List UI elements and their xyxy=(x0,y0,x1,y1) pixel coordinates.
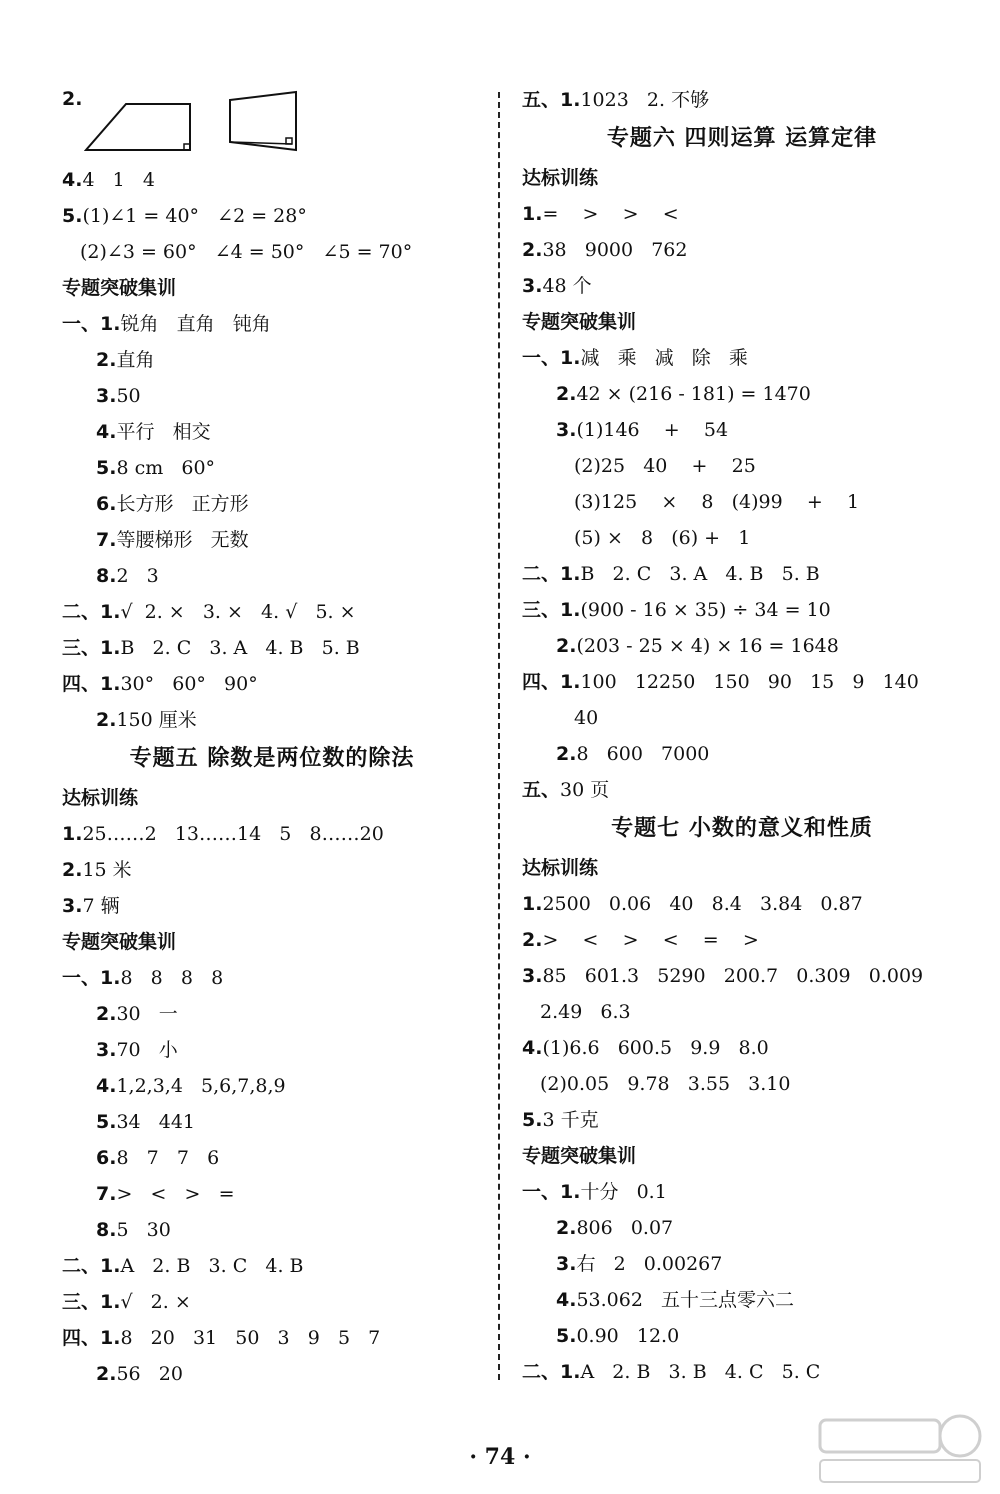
answer-text: = > > < xyxy=(542,203,679,225)
question-number: 6. xyxy=(96,493,117,515)
trapezoid-figure xyxy=(226,90,300,154)
answer-line xyxy=(522,958,962,994)
question-number: 2. xyxy=(96,709,117,731)
answer-text: (1)146 + 54 xyxy=(576,419,729,441)
answer-text: 十分 0.1 xyxy=(580,1181,667,1203)
answer-line xyxy=(62,1320,482,1356)
question-number: 四、1. xyxy=(522,671,581,693)
subsection-heading xyxy=(62,270,482,306)
answer-text: 达标训练 xyxy=(62,787,139,809)
answer-text: 达标训练 xyxy=(522,857,599,879)
answer-text: (203 - 25 × 4) × 16 = 1648 xyxy=(576,635,839,657)
answer-text: 40 xyxy=(574,707,599,729)
answer-text: A 2. B 3. C 4. B xyxy=(120,1255,304,1277)
answer-line xyxy=(62,162,482,198)
answer-text: 0.90 12.0 xyxy=(576,1325,680,1347)
answer-text: 直角 xyxy=(116,349,155,371)
subsection-heading xyxy=(522,304,962,340)
answer-line xyxy=(62,888,482,924)
answer-line xyxy=(522,1282,962,1318)
answer-text: 锐角 直角 钝角 xyxy=(120,313,271,335)
answer-text: 25……2 13……14 5 8……20 xyxy=(82,823,384,845)
question-number: 2. xyxy=(522,929,543,951)
answer-line xyxy=(522,1318,962,1354)
answer-line xyxy=(62,1140,482,1176)
answer-text: 56 20 xyxy=(116,1363,183,1385)
answer-text: 806 0.07 xyxy=(576,1217,674,1239)
answer-line xyxy=(522,448,962,484)
answer-text: 70 小 xyxy=(116,1039,178,1061)
question-number: 3. xyxy=(96,385,117,407)
answer-text: (2)0.05 9.78 3.55 3.10 xyxy=(540,1073,791,1095)
question-number: 三、1. xyxy=(522,599,581,621)
answer-text: 30 页 xyxy=(560,779,610,801)
question-number: 1. xyxy=(522,893,543,915)
answer-line xyxy=(522,922,962,958)
answer-line xyxy=(62,666,482,702)
answer-text: 100 12250 150 90 15 9 140 xyxy=(580,671,919,693)
watermark-logo xyxy=(810,1408,990,1488)
question-number: 二、1. xyxy=(522,1361,581,1383)
answer-text: 专题突破集训 xyxy=(522,311,637,333)
answer-line xyxy=(522,700,962,736)
answer-text: 右 2 0.00267 xyxy=(576,1253,723,1275)
question-number: 二、1. xyxy=(62,601,121,623)
answer-line xyxy=(62,306,482,342)
question-number: 二、1. xyxy=(62,1255,121,1277)
answer-text: 1023 2. 不够 xyxy=(580,89,710,111)
answer-line xyxy=(62,594,482,630)
answer-line xyxy=(522,772,962,808)
section-title xyxy=(522,118,962,160)
answer-line xyxy=(62,852,482,888)
subsection-heading xyxy=(62,924,482,960)
answer-line xyxy=(62,1176,482,1212)
answer-line xyxy=(62,1212,482,1248)
answer-line xyxy=(62,522,482,558)
answer-line xyxy=(522,1030,962,1066)
question-number: 3. xyxy=(62,895,83,917)
answer-text: 150 厘米 xyxy=(116,709,197,731)
figure-row xyxy=(62,82,482,162)
question-number: 二、1. xyxy=(522,563,581,585)
answer-text: 7 辆 xyxy=(82,895,120,917)
answer-text: 专题突破集训 xyxy=(62,277,177,299)
question-number: 5. xyxy=(62,205,83,227)
question-number: 2. xyxy=(556,383,577,405)
question-number: 6. xyxy=(96,1147,117,1169)
answer-line xyxy=(62,630,482,666)
answer-line xyxy=(62,342,482,378)
answer-line xyxy=(522,196,962,232)
answer-text: 专题突破集训 xyxy=(62,931,177,953)
answer-line xyxy=(522,1246,962,1282)
question-number: 1. xyxy=(62,823,83,845)
column-divider xyxy=(498,92,500,1380)
question-number: 5. xyxy=(556,1325,577,1347)
subsection-heading xyxy=(522,850,962,886)
answer-line xyxy=(62,702,482,738)
subsection-heading xyxy=(62,780,482,816)
answer-line xyxy=(62,1032,482,1068)
answer-line xyxy=(522,268,962,304)
answer-text: 8 8 8 8 xyxy=(120,967,224,989)
question-number: 一、1. xyxy=(522,347,581,369)
question-number: 五、1. xyxy=(522,89,581,111)
question-number: 4. xyxy=(62,169,83,191)
answer-text: (900 - 16 × 35) ÷ 34 = 10 xyxy=(580,599,831,621)
parallelogram-figure xyxy=(84,102,194,154)
answer-line xyxy=(62,996,482,1032)
answer-text: > < > < = > xyxy=(542,929,759,951)
answer-text: 平行 相交 xyxy=(116,421,211,443)
answer-text: 30° 60° 90° xyxy=(120,673,258,695)
question-number: 2. xyxy=(96,1363,117,1385)
question-number: 3. xyxy=(556,419,577,441)
answer-text: > < > = xyxy=(116,1183,235,1205)
answer-line xyxy=(522,412,962,448)
answer-text: 5 30 xyxy=(116,1219,171,1241)
answer-line xyxy=(62,486,482,522)
answer-line xyxy=(522,1102,962,1138)
answer-text: 34 441 xyxy=(116,1111,196,1133)
section-title xyxy=(522,808,962,850)
answer-text: B 2. C 3. A 4. B 5. B xyxy=(120,637,360,659)
answer-text: 2.49 6.3 xyxy=(540,1001,631,1023)
answer-line xyxy=(522,1066,962,1102)
question-number: 一、1. xyxy=(62,313,121,335)
question-number: 4. xyxy=(96,1075,117,1097)
answer-line xyxy=(522,1210,962,1246)
question-number: 2. xyxy=(556,635,577,657)
question-number: 7. xyxy=(96,1183,117,1205)
question-number: 一、1. xyxy=(62,967,121,989)
question-number: 一、1. xyxy=(522,1181,581,1203)
answer-text: 8 600 7000 xyxy=(576,743,710,765)
answer-line xyxy=(62,198,482,234)
answer-line xyxy=(522,1354,962,1390)
answer-text: 专题五 除数是两位数的除法 xyxy=(129,746,415,771)
question-number: 3. xyxy=(556,1253,577,1275)
question-number: 1. xyxy=(522,203,543,225)
right-answer-list xyxy=(522,82,962,1390)
question-number: 5. xyxy=(96,1111,117,1133)
answer-line xyxy=(62,1284,482,1320)
answer-text: 专题七 小数的意义和性质 xyxy=(611,816,873,841)
question-number: 2. xyxy=(556,743,577,765)
question-number: 2. xyxy=(96,1003,117,1025)
answer-text: (1)6.6 600.5 9.9 8.0 xyxy=(542,1037,769,1059)
answer-line xyxy=(62,1248,482,1284)
question-number: 7. xyxy=(96,529,117,551)
question-number: 2. xyxy=(62,859,83,881)
answer-line xyxy=(522,232,962,268)
answer-line xyxy=(522,484,962,520)
answer-text: 减 乘 减 除 乘 xyxy=(580,347,748,369)
answer-line xyxy=(522,994,962,1030)
answer-text: 53.062 五十三点零六二 xyxy=(576,1289,795,1311)
right-column xyxy=(522,82,962,1390)
question-number: 三、1. xyxy=(62,637,121,659)
page-number: · 74 · xyxy=(469,1444,531,1470)
answer-text: 等腰梯形 无数 xyxy=(116,529,249,551)
question-number: 3. xyxy=(522,275,543,297)
answer-line xyxy=(62,960,482,996)
left-column xyxy=(62,82,482,1392)
answer-text: (2)∠3 = 60° ∠4 = 50° ∠5 = 70° xyxy=(80,241,413,263)
answer-line xyxy=(62,234,482,270)
answer-line xyxy=(522,592,962,628)
answer-line xyxy=(62,450,482,486)
answer-line xyxy=(522,376,962,412)
answer-line xyxy=(522,340,962,376)
answer-text: 8 7 7 6 xyxy=(116,1147,220,1169)
answer-line xyxy=(62,1356,482,1392)
question-number: 3. xyxy=(522,965,543,987)
answer-line xyxy=(522,886,962,922)
answer-text: 15 米 xyxy=(82,859,132,881)
subsection-heading xyxy=(522,1138,962,1174)
answer-line xyxy=(62,378,482,414)
answer-text: 38 9000 762 xyxy=(542,239,688,261)
answer-text: 3 千克 xyxy=(542,1109,599,1131)
answer-text: 50 xyxy=(116,385,141,407)
answer-text: 专题突破集训 xyxy=(522,1145,637,1167)
question-number: 2. xyxy=(522,239,543,261)
question-number: 4. xyxy=(522,1037,543,1059)
answer-line xyxy=(522,1174,962,1210)
answer-text: B 2. C 3. A 4. B 5. B xyxy=(580,563,820,585)
answer-text: 2 3 xyxy=(116,565,159,587)
answer-text: (3)125 × 8 (4)99 + 1 xyxy=(574,491,860,513)
answer-line xyxy=(522,82,962,118)
answer-text: √ 2. × 3. × 4. √ 5. × xyxy=(120,601,356,623)
subsection-heading xyxy=(522,160,962,196)
figure-label: 2. xyxy=(62,88,83,110)
answer-text: 1,2,3,4 5,6,7,8,9 xyxy=(116,1075,286,1097)
answer-text: 8 20 31 50 3 9 5 7 xyxy=(120,1327,381,1349)
question-number: 4. xyxy=(96,421,117,443)
answer-text: 达标训练 xyxy=(522,167,599,189)
left-answer-list xyxy=(62,162,482,1392)
answer-text: 42 × (216 - 181) = 1470 xyxy=(576,383,811,405)
section-title xyxy=(62,738,482,780)
answer-line xyxy=(62,414,482,450)
answer-text: 4 1 4 xyxy=(82,169,155,191)
answer-text: (1)∠1 = 40° ∠2 = 28° xyxy=(82,205,307,227)
question-number: 2. xyxy=(96,349,117,371)
question-number: 三、1. xyxy=(62,1291,121,1313)
answer-text: 48 个 xyxy=(542,275,592,297)
answer-line xyxy=(62,1104,482,1140)
answer-text: 30 一 xyxy=(116,1003,178,1025)
answer-text: (2)25 40 + 25 xyxy=(574,455,756,477)
answer-text: (5) × 8 (6) + 1 xyxy=(574,527,751,549)
question-number: 3. xyxy=(96,1039,117,1061)
question-number: 5. xyxy=(522,1109,543,1131)
question-number: 四、1. xyxy=(62,673,121,695)
answer-line xyxy=(522,520,962,556)
question-number: 4. xyxy=(556,1289,577,1311)
answer-line xyxy=(522,556,962,592)
answer-line xyxy=(62,558,482,594)
question-number: 2. xyxy=(556,1217,577,1239)
question-number: 5. xyxy=(96,457,117,479)
answer-text: A 2. B 3. B 4. C 5. C xyxy=(580,1361,821,1383)
answer-text: 8 cm 60° xyxy=(116,457,216,479)
question-number: 五、 xyxy=(522,779,561,801)
question-number: 四、1. xyxy=(62,1327,121,1349)
answer-text: 长方形 正方形 xyxy=(116,493,249,515)
answer-line xyxy=(62,816,482,852)
answer-text: 专题六 四则运算 运算定律 xyxy=(606,126,878,151)
question-number: 8. xyxy=(96,565,117,587)
answer-text: √ 2. × xyxy=(120,1291,191,1313)
question-number: 8. xyxy=(96,1219,117,1241)
answer-line xyxy=(62,1068,482,1104)
answer-line xyxy=(522,664,962,700)
answer-line xyxy=(522,628,962,664)
answer-text: 85 601.3 5290 200.7 0.309 0.009 xyxy=(542,965,924,987)
answer-text: 2500 0.06 40 8.4 3.84 0.87 xyxy=(542,893,863,915)
answer-line xyxy=(522,736,962,772)
